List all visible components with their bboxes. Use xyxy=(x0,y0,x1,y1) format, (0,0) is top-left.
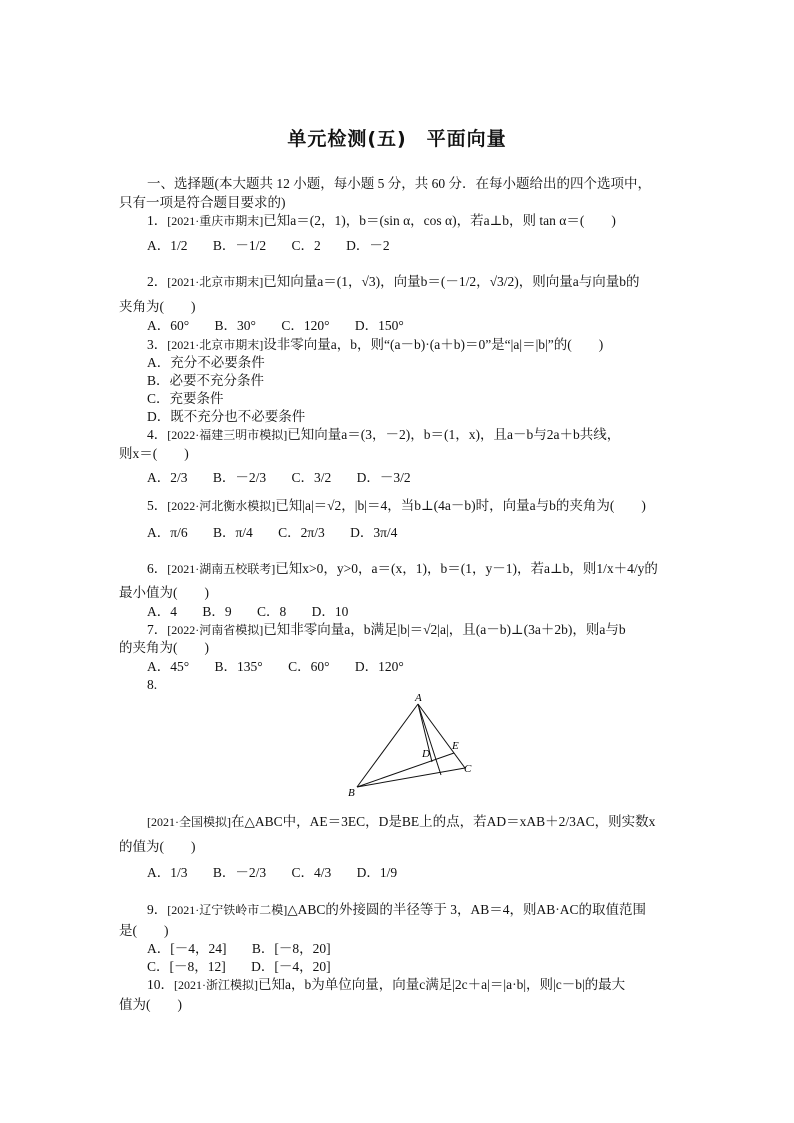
option-b: B．135° xyxy=(214,659,263,674)
question-stem: 已知|a|＝√2，|b|＝4，当b⊥(4a－b)时，向量a与b的夹角为( ) xyxy=(275,498,646,513)
question-source: [2022·河北衡水模拟] xyxy=(167,499,276,513)
option-a: A．4 xyxy=(147,604,177,619)
option-d: D．150° xyxy=(354,318,404,333)
question-number: 9． xyxy=(147,902,168,917)
question-number: 2． xyxy=(147,274,168,289)
question-8-options xyxy=(147,864,397,882)
label-b: B xyxy=(348,787,355,799)
option-d: D．既不充分也不必要条件 xyxy=(147,409,306,424)
question-stem: 已知向量a＝(3，－2)，b＝(1，x)，且a－b与2a＋b共线， xyxy=(287,427,621,442)
option-c: C．60° xyxy=(288,659,330,674)
section-heading: 一、选择题(本大题共 12 小题，每小题 5 分，共 60 分．在每小题给出的四个选项中， xyxy=(147,176,651,191)
question-8 xyxy=(147,813,655,831)
option-b: B．－2/3 xyxy=(212,470,267,485)
question-source: [2022·福建三明市模拟] xyxy=(167,428,288,442)
question-source: [2021·重庆市期末] xyxy=(167,214,264,228)
option-c: C．[－8，12] xyxy=(147,959,226,974)
question-1-options xyxy=(147,237,390,255)
question-number: 1． xyxy=(147,213,168,228)
option-d: D．10 xyxy=(311,604,349,619)
option-c: C．4/3 xyxy=(291,865,332,880)
option-c: C．2 xyxy=(291,238,321,253)
question-10 xyxy=(147,976,625,994)
option-c: C．8 xyxy=(257,604,287,619)
option-b: B．30° xyxy=(214,318,256,333)
question-source: [2021·全国模拟] xyxy=(147,815,231,829)
question-stem: 已知向量a＝(1，√3)，向量b＝(－1/2，√3/2)，则向量a与向量b的 xyxy=(263,274,640,289)
question-stem: 已知非零向量a，b满足|b|＝√2|a|，且(a－b)⊥(3a＋2b)，则a与b xyxy=(263,622,626,637)
question-4-cont: 则x＝( ) xyxy=(119,446,189,461)
label-d: D xyxy=(422,748,430,760)
segment-bc xyxy=(357,768,465,787)
option-c: C．2π/3 xyxy=(278,525,325,540)
question-number: 4． xyxy=(147,427,168,442)
question-1 xyxy=(147,212,616,230)
question-stem: 已知a＝(2，1)，b＝(sin α，cos α)，若a⊥b，则 tan α＝( ) xyxy=(263,213,616,228)
option-b: B．π/4 xyxy=(212,525,253,540)
option-b: B．－2/3 xyxy=(212,865,267,880)
question-source: [2021·浙江模拟] xyxy=(174,978,258,992)
question-source: [2021·辽宁铁岭市二模] xyxy=(167,903,288,917)
question-7-cont: 的夹角为( ) xyxy=(119,640,209,655)
option-a: A．45° xyxy=(147,659,190,674)
question-number: 10． xyxy=(147,977,174,992)
option-c: C．3/2 xyxy=(291,470,332,485)
question-number: 6． xyxy=(147,561,168,576)
question-6-options xyxy=(147,603,348,621)
option-c: C．充要条件 xyxy=(147,391,224,406)
question-10-cont: 值为( ) xyxy=(119,997,182,1012)
option-b: B．[－8，20] xyxy=(251,941,331,956)
question-number: 5． xyxy=(147,498,168,513)
question-number: 7． xyxy=(147,622,168,637)
question-number: 3． xyxy=(147,337,168,352)
triangle-figure xyxy=(340,690,485,800)
question-source: [2021·北京市期末] xyxy=(167,338,264,352)
question-7 xyxy=(147,621,626,639)
question-7-options xyxy=(147,658,404,676)
question-9-cont: 是( ) xyxy=(119,923,169,938)
question-3 xyxy=(147,336,603,354)
question-8-cont: 的值为( ) xyxy=(119,839,196,854)
question-source: [2021·湖南五校联考] xyxy=(167,562,276,576)
question-9-options-row2 xyxy=(147,958,331,976)
question-6-cont: 最小值为( ) xyxy=(119,585,209,600)
question-source: [2021·北京市期末] xyxy=(167,275,264,289)
question-stem: 设非零向量a，b，则“(a－b)·(a＋b)＝0”是“|a|＝|b|”的( ) xyxy=(263,337,604,352)
label-a: A xyxy=(415,692,422,704)
option-b: B．必要不充分条件 xyxy=(147,373,265,388)
section-heading-cont: 只有一项是符合题目要求的) xyxy=(119,195,286,210)
option-d: D．3π/4 xyxy=(350,525,398,540)
option-b: B．－1/2 xyxy=(212,238,267,253)
option-a: A．1/2 xyxy=(147,238,188,253)
option-a: A．π/6 xyxy=(147,525,188,540)
page-title: 单元检测(五) 平面向量 xyxy=(287,128,507,150)
question-2-cont: 夹角为( ) xyxy=(119,299,196,314)
question-9 xyxy=(147,901,646,919)
question-stem: △ABC的外接圆的半径等于 3，AB＝4，则AB·AC的取值范围 xyxy=(287,902,647,917)
question-5 xyxy=(147,497,646,515)
option-a: A．2/3 xyxy=(147,470,188,485)
label-c: C xyxy=(464,763,472,775)
label-e: E xyxy=(452,740,459,752)
question-4 xyxy=(147,426,620,444)
question-number-8: 8. xyxy=(147,677,158,692)
option-d: D．－2 xyxy=(346,238,390,253)
option-a: A．充分不必要条件 xyxy=(147,355,265,370)
option-a: A．60° xyxy=(147,318,190,333)
question-stem: 已知x>0，y>0，a＝(x，1)，b＝(1，y－1)，若a⊥b，则1/x＋4/y的 xyxy=(275,561,658,576)
option-d: D．[－4，20] xyxy=(251,959,331,974)
question-5-options xyxy=(147,524,397,542)
option-b: B．9 xyxy=(202,604,232,619)
segment-ab xyxy=(357,704,418,787)
option-d: D．120° xyxy=(354,659,404,674)
question-2 xyxy=(147,273,640,291)
question-stem: 已知a，b为单位向量，向量c满足|2c＋a|＝|a·b|，则|c－b|的最大 xyxy=(258,977,626,992)
question-4-options xyxy=(147,469,411,487)
question-source: [2022·河南省模拟] xyxy=(167,623,264,637)
question-stem: 在△ABC中，AE＝3EC，D是BE上的点，若AD＝xAB＋2/3AC，则实数x xyxy=(231,814,656,829)
question-6 xyxy=(147,560,658,578)
option-c: C．120° xyxy=(281,318,330,333)
question-2-options xyxy=(147,317,404,335)
option-d: D．1/9 xyxy=(356,865,398,880)
question-9-options-row1 xyxy=(147,940,331,958)
option-d: D．－3/2 xyxy=(356,470,411,485)
option-a: A．1/3 xyxy=(147,865,188,880)
option-a: A．[－4，24] xyxy=(147,941,227,956)
